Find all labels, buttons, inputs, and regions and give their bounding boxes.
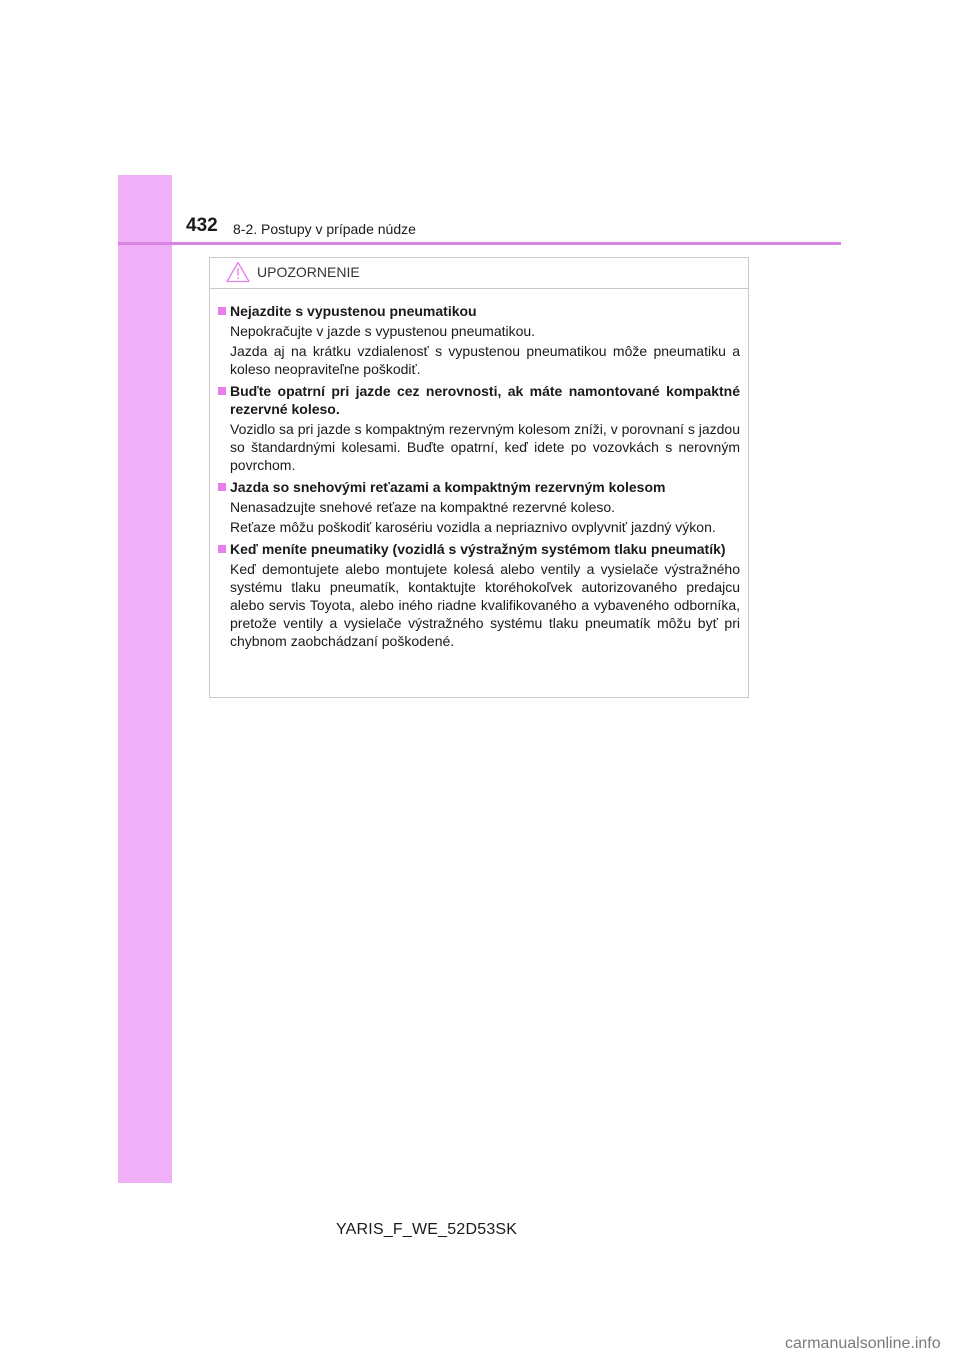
caution-item-text: Reťaze môžu poškodiť karosériu vozidla a nepriaznivo ovplyvniť jazdný výkon. <box>230 519 716 535</box>
square-bullet-icon <box>218 307 226 315</box>
side-tab-band <box>118 175 172 1183</box>
caution-item-text: Vozidlo sa pri jazde s kompaktným rezervným kolesom zníži, v porovnaní s jazdou so štandardnými kolesami. Buďte opatrní, keď idete po vozovkách s nerovným povrchom. <box>230 421 740 473</box>
caution-box <box>209 257 749 698</box>
caution-item-heading: Keď meníte pneumatiky (vozidlá s výstražným systémom tlaku pneumatík) <box>230 541 726 557</box>
caution-item <box>218 540 740 650</box>
caution-item <box>218 478 740 536</box>
caution-item <box>218 302 740 378</box>
header-divider <box>118 242 841 245</box>
caution-item-heading: Nejazdite s vypustenou pneumatikou <box>230 303 477 319</box>
page-number: 432 <box>186 215 218 236</box>
caution-item-text: Jazda aj na krátku vzdialenosť s vypustenou pneumatikou môže pneumatiku a koleso neopraviteľne poškodiť. <box>230 343 740 377</box>
square-bullet-icon <box>218 483 226 491</box>
warning-triangle-icon <box>226 261 250 283</box>
caution-header <box>210 258 748 289</box>
caution-item-text: Nenasadzujte snehové reťaze na kompaktné rezervné koleso. <box>230 499 616 515</box>
caution-body <box>210 289 748 650</box>
caution-label: UPOZORNENIE <box>257 264 360 280</box>
caution-item-text: Keď demontujete alebo montujete kolesá alebo ventily a vysielače výstražného systému tlaku pneumatík, kontaktujte ktoréhokoľvek autorizovaného predajcu alebo servis Toyota, alebo iného riadne kvalifikovaného a vybaveného odborníka, pretože ventily a vysielače výstražného systému tlaku pneumatík môžu byť pri chybnom zaobchádzaní poškodené. <box>230 561 740 649</box>
caution-item-heading: Buďte opatrní pri jazde cez nerovnosti, ak máte namontované kompaktné rezervné koleso. <box>230 383 740 417</box>
section-title: 8-2. Postupy v prípade núdze <box>233 221 416 237</box>
watermark-link[interactable]: carmanualsonline.info <box>785 1335 941 1352</box>
caution-item-text: Nepokračujte v jazde s vypustenou pneumatikou. <box>230 323 536 339</box>
square-bullet-icon <box>218 545 226 553</box>
document-code: YARIS_F_WE_52D53SK <box>336 1221 518 1238</box>
square-bullet-icon <box>218 387 226 395</box>
caution-item <box>218 382 740 474</box>
caution-item-heading: Jazda so snehovými reťazami a kompaktným rezervným kolesom <box>230 479 666 495</box>
